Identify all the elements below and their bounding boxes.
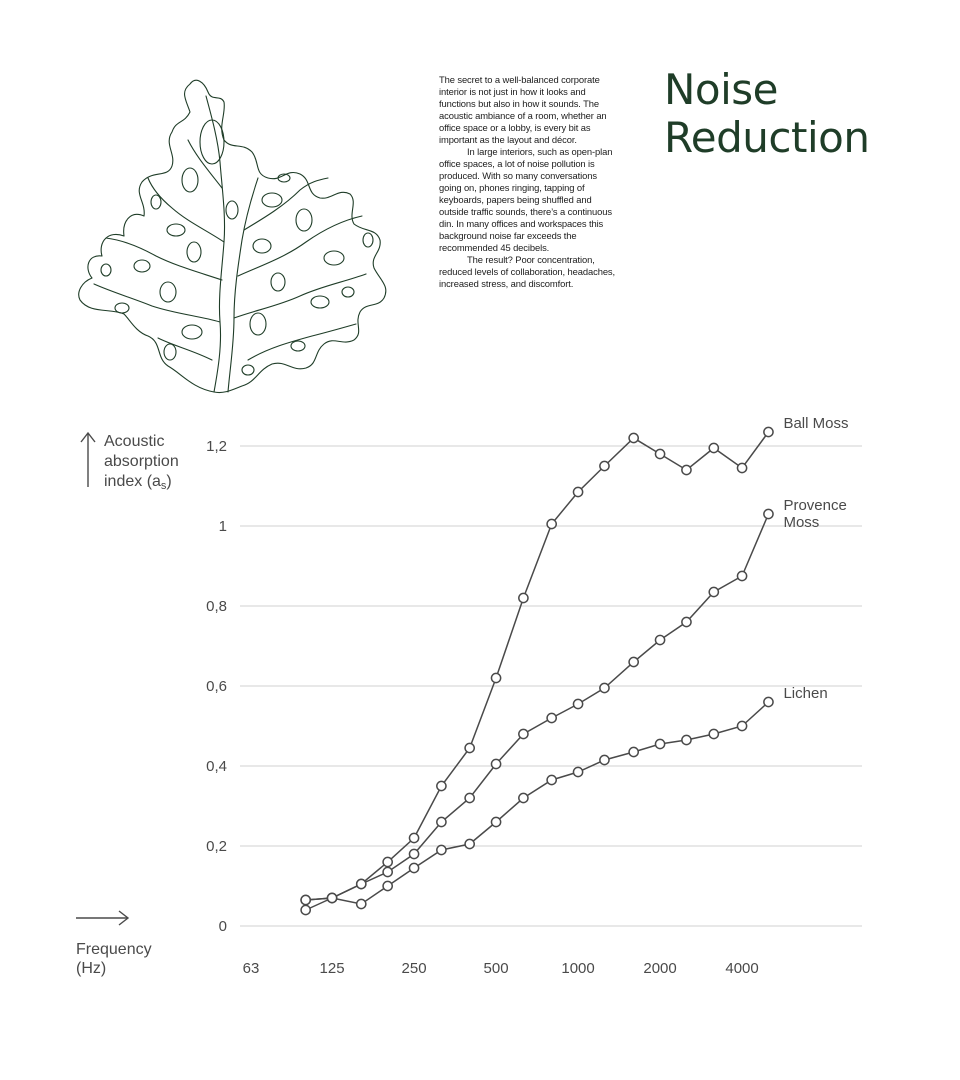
- data-point: [491, 817, 500, 826]
- y-label-line: absorption: [104, 453, 179, 470]
- data-point: [357, 899, 366, 908]
- data-point: [465, 743, 474, 752]
- data-point: [437, 845, 446, 854]
- data-point: [465, 793, 474, 802]
- x-tick-label: 250: [401, 960, 427, 977]
- series-lines: [306, 432, 769, 910]
- data-point: [383, 881, 392, 890]
- data-point: [301, 895, 310, 904]
- data-point: [629, 747, 638, 756]
- data-point: [519, 593, 528, 602]
- series-label: Provence: [783, 497, 847, 514]
- y-tick-label: 0,4: [206, 758, 227, 775]
- data-point: [327, 893, 336, 902]
- series-line: [306, 514, 769, 900]
- data-point: [409, 849, 418, 858]
- data-point: [709, 587, 718, 596]
- y-tick-label: 0,2: [206, 838, 227, 855]
- data-point: [764, 697, 773, 706]
- y-tick-label: 0: [218, 918, 227, 935]
- data-point: [682, 617, 691, 626]
- data-point: [357, 879, 366, 888]
- data-point: [465, 839, 474, 848]
- data-point: [737, 571, 746, 580]
- data-point: [655, 635, 664, 644]
- data-point: [301, 905, 310, 914]
- data-point: [437, 817, 446, 826]
- y-label-line: Acoustic: [104, 433, 165, 450]
- data-point: [682, 735, 691, 744]
- x-label-line: Frequency: [76, 941, 152, 958]
- series-label: Moss: [783, 514, 820, 531]
- data-point: [600, 755, 609, 764]
- data-point: [709, 729, 718, 738]
- data-point: [491, 673, 500, 682]
- data-point: [519, 793, 528, 802]
- y-tick-label: 0,6: [206, 678, 227, 695]
- data-point: [409, 833, 418, 842]
- series-label: Ball Moss: [783, 415, 849, 432]
- data-point: [547, 775, 556, 784]
- data-point: [519, 729, 528, 738]
- x-tick-label: 4000: [725, 960, 759, 977]
- x-tick-label: 63: [242, 960, 260, 977]
- data-point: [547, 519, 556, 528]
- y-axis-label: [81, 433, 179, 492]
- data-point: [629, 433, 638, 442]
- data-point: [547, 713, 556, 722]
- x-tick-label: 125: [319, 960, 345, 977]
- x-label-line: (Hz): [76, 960, 107, 977]
- data-point: [409, 863, 418, 872]
- data-point: [655, 739, 664, 748]
- series-line: [306, 432, 769, 910]
- data-point: [573, 767, 582, 776]
- x-axis-label: [76, 911, 152, 977]
- data-point: [737, 721, 746, 730]
- data-point: [600, 683, 609, 692]
- y-tick-labels: [206, 438, 227, 935]
- title-line: Noise: [664, 65, 779, 114]
- data-point: [383, 857, 392, 866]
- data-points: [301, 427, 773, 914]
- data-point: [655, 449, 664, 458]
- series-label: Lichen: [783, 685, 828, 702]
- intro-paragraph: The secret to a well-balanced corporate interior is not just in how it looks and functions but also in how it sounds. The acoustic ambiance of a room, whether an office space or a lobby, is every bit as important as the layout and décor.: [439, 74, 607, 145]
- x-tick-labels: [243, 960, 759, 977]
- data-point: [737, 463, 746, 472]
- series-line: [306, 702, 769, 904]
- y-tick-label: 1,2: [206, 438, 227, 455]
- series-labels: [783, 415, 848, 702]
- data-point: [764, 427, 773, 436]
- data-point: [491, 759, 500, 768]
- y-label-line: index (as): [104, 473, 172, 492]
- intro-paragraph: In large interiors, such as open-plan office spaces, a lot of noise pollution is produced. With so many conversations going on, phones ringing, tapping of keyboards, papers being shuffled and outside traffic sounds, there’s a continuous din. In many offices and workspaces this background noise far exceeds the recommended 45 decibels.: [439, 146, 613, 253]
- data-point: [437, 781, 446, 790]
- intro-paragraph: The result? Poor concentration, reduced levels of collaboration, headaches, increased stress, and discomfort.: [439, 254, 616, 289]
- data-point: [709, 443, 718, 452]
- data-point: [600, 461, 609, 470]
- x-tick-label: 1000: [561, 960, 595, 977]
- x-tick-label: 500: [483, 960, 509, 977]
- data-point: [383, 867, 392, 876]
- y-tick-label: 0,8: [206, 598, 227, 615]
- data-point: [573, 487, 582, 496]
- data-point: [764, 509, 773, 518]
- title-line: Reduction: [664, 113, 870, 162]
- y-tick-label: 1: [218, 518, 227, 535]
- data-point: [573, 699, 582, 708]
- x-tick-label: 2000: [643, 960, 677, 977]
- data-point: [629, 657, 638, 666]
- data-point: [682, 465, 691, 474]
